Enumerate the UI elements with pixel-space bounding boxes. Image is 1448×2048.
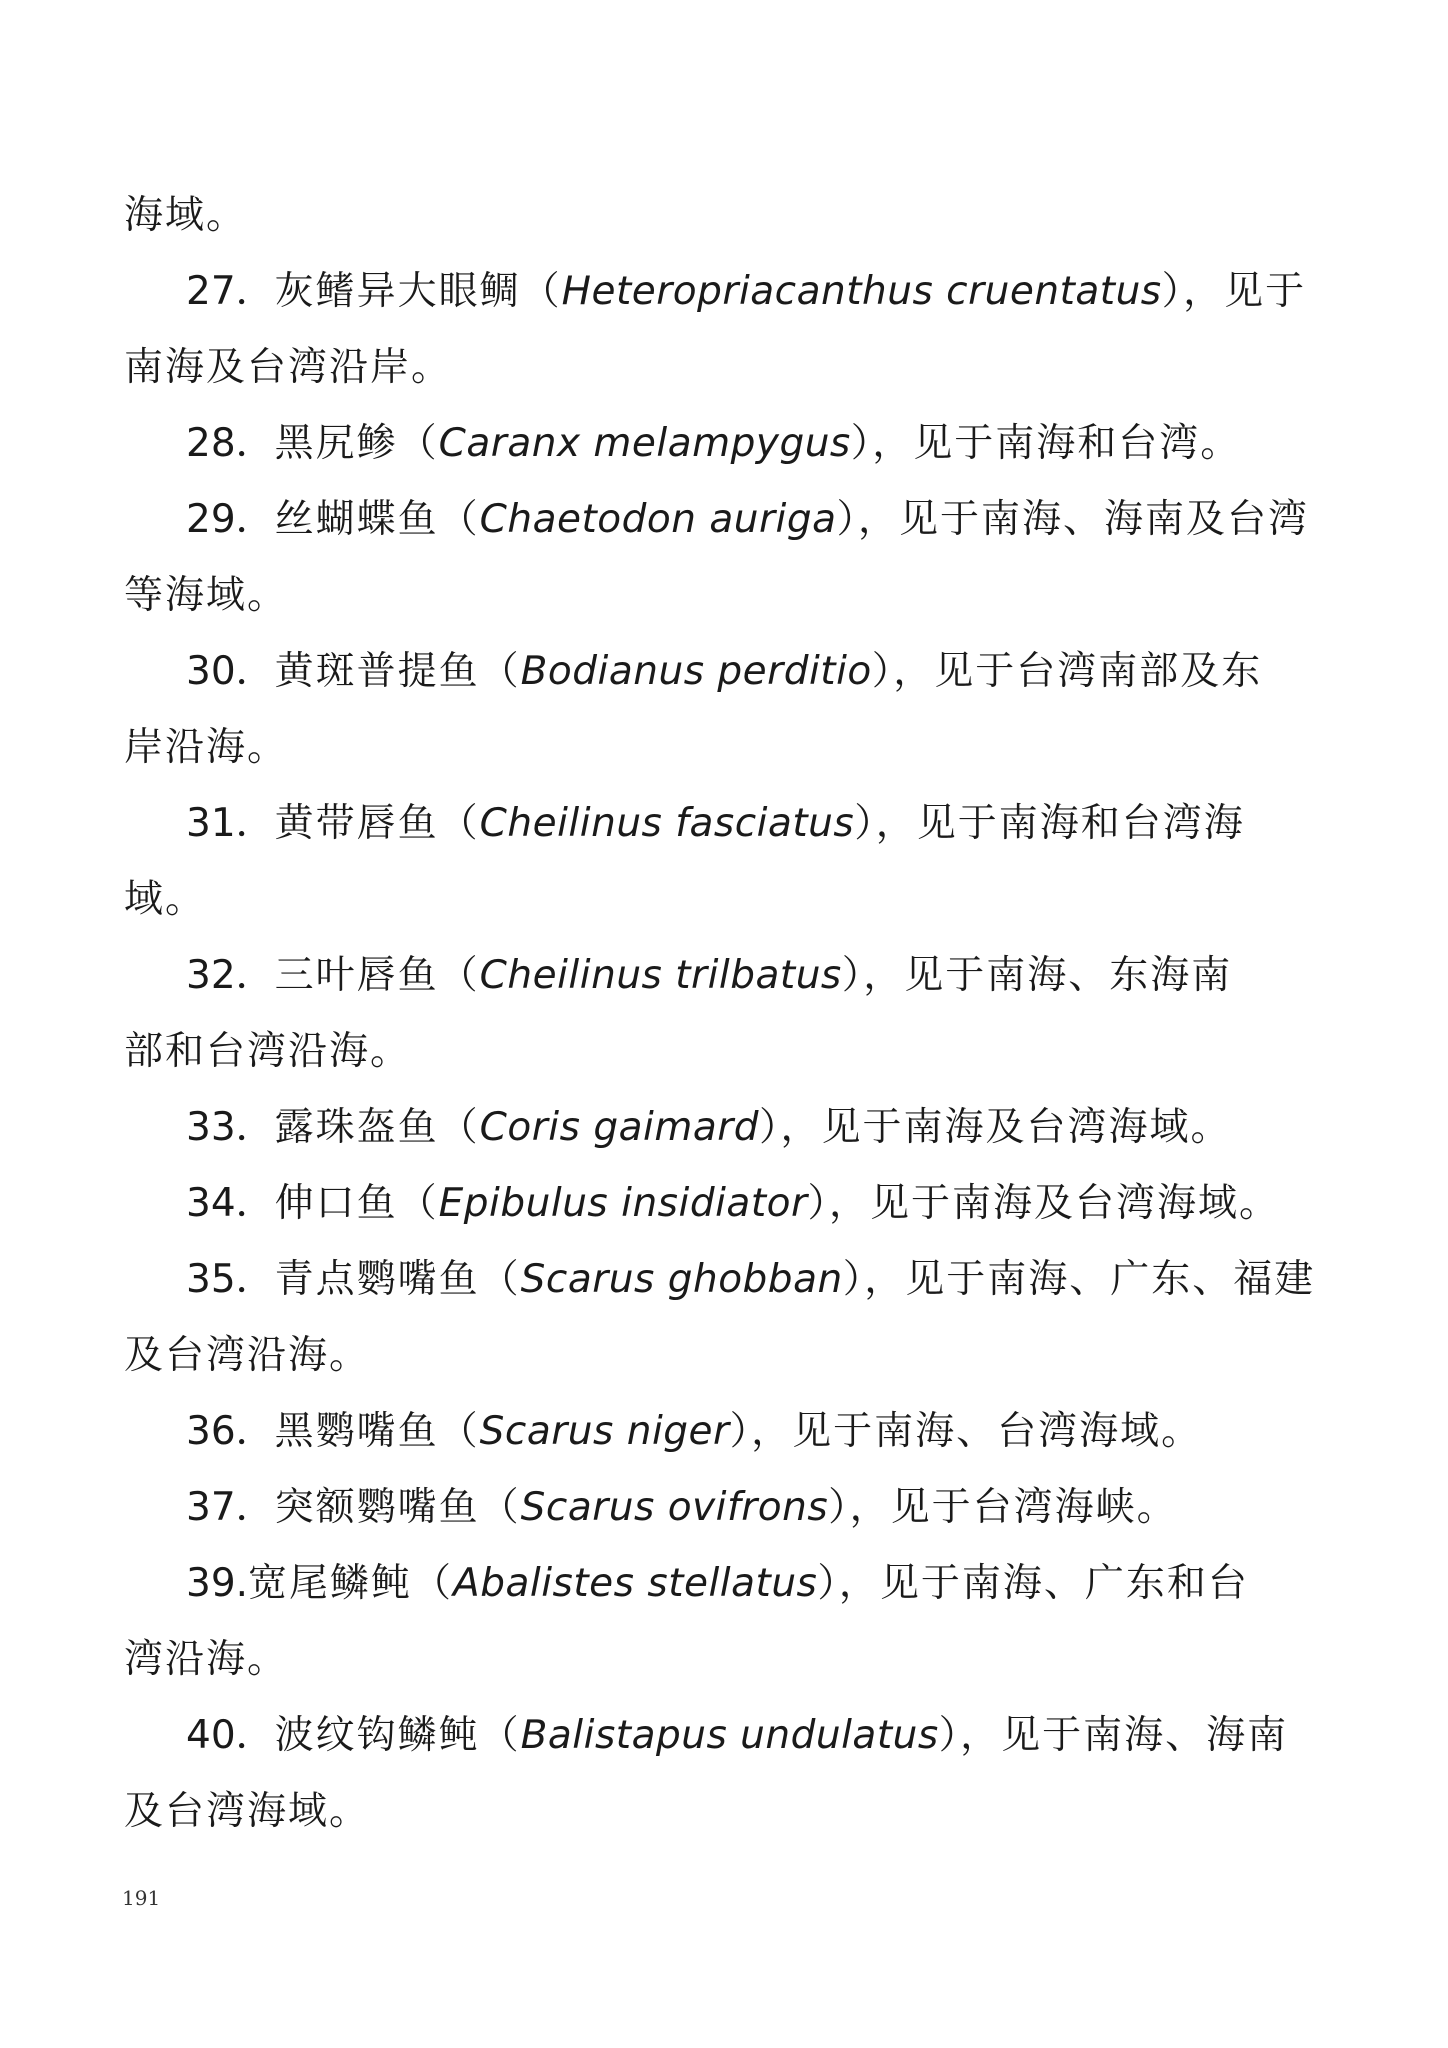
line-text: 及台湾沿海。 (124, 1333, 371, 1378)
entry-common-name: 丝蝴蝶鱼（ (274, 497, 480, 542)
entry-37 (124, 1470, 1334, 1546)
entry-scientific-name: Coris gaimard (479, 1105, 760, 1150)
entry-distribution: ），见于台湾海峡。 (828, 1485, 1178, 1530)
entry-39 (124, 1546, 1334, 1622)
page-number: 191 (122, 1886, 161, 1910)
entry-distribution: ），见于南海及台湾海域。 (807, 1181, 1281, 1226)
entry-number: 37． (186, 1485, 275, 1530)
entry-distribution: ），见于 (1161, 269, 1307, 314)
entry-number: 27． (186, 269, 275, 314)
entry-distribution: ），见于南海、海南 (938, 1713, 1289, 1758)
entry-40 (124, 1698, 1334, 1774)
text-line (124, 1622, 1334, 1698)
entry-scientific-name: Chaetodon auriga (479, 497, 837, 542)
entry-common-name: 黑尻鲹（ (274, 421, 439, 466)
entry-distribution: ），见于南海和台湾海 (854, 801, 1245, 846)
entry-number: 31． (186, 801, 275, 846)
text-line (124, 330, 1334, 406)
line-text: 湾沿海。 (124, 1637, 289, 1682)
entry-scientific-name: Caranx melampygus (438, 421, 851, 466)
entry-distribution: ），见于台湾南部及东 (871, 649, 1263, 694)
entry-scientific-name: Cheilinus fasciatus (479, 801, 855, 846)
entry-number: 35． (186, 1257, 275, 1302)
entry-distribution: ），见于南海、台湾海域。 (729, 1409, 1203, 1454)
line-text: 等海域。 (124, 573, 289, 618)
entry-number: 28． (186, 421, 275, 466)
text-line (124, 710, 1334, 786)
entry-distribution: ），见于南海、广东、福建 (842, 1257, 1316, 1302)
entry-scientific-name: Epibulus insidiator (438, 1181, 808, 1226)
entry-number: 40． (186, 1713, 275, 1758)
entry-distribution: ），见于南海及台湾海域。 (759, 1105, 1232, 1150)
entry-30 (124, 634, 1334, 710)
line-text: 南海及台湾沿岸。 (124, 345, 453, 390)
entry-common-name: 灰鳍异大眼鲷（ (274, 269, 562, 314)
entry-scientific-name: Bodianus perditio (520, 649, 872, 694)
text-line (124, 178, 1334, 254)
entry-number: 33． (186, 1105, 275, 1150)
text-line (124, 1318, 1334, 1394)
entry-number: 39. (186, 1561, 249, 1606)
entry-number: 29． (186, 497, 275, 542)
line-text: 及台湾海域。 (124, 1789, 371, 1834)
entry-common-name: 黄斑普提鱼（ (274, 649, 521, 694)
entry-common-name: 黄带唇鱼（ (274, 801, 480, 846)
entry-35 (124, 1242, 1334, 1318)
entry-31 (124, 786, 1334, 862)
entry-29 (124, 482, 1334, 558)
entry-scientific-name: Scarus ghobban (520, 1257, 843, 1302)
body-text (124, 178, 1334, 1850)
entry-scientific-name: Scarus niger (479, 1409, 730, 1454)
entry-27 (124, 254, 1334, 330)
text-line (124, 1774, 1334, 1850)
entry-number: 32． (186, 953, 275, 998)
line-text: 海域。 (124, 193, 248, 238)
entry-common-name: 露珠盔鱼（ (274, 1105, 480, 1150)
entry-common-name: 突额鹦嘴鱼（ (274, 1485, 521, 1530)
entry-32 (124, 938, 1334, 1014)
entry-common-name: 青点鹦嘴鱼（ (274, 1257, 521, 1302)
entry-distribution: ），见于南海、广东和台 (817, 1561, 1249, 1606)
entry-distribution: ），见于南海、东海南 (841, 953, 1233, 998)
entry-scientific-name: Abalistes stellatus (453, 1561, 818, 1606)
entry-common-name: 宽尾鳞鲀（ (248, 1561, 454, 1606)
line-text: 部和台湾沿海。 (124, 1029, 412, 1074)
line-text: 岸沿海。 (124, 725, 289, 770)
entry-36 (124, 1394, 1334, 1470)
entry-33 (124, 1090, 1334, 1166)
text-line (124, 862, 1334, 938)
entry-common-name: 伸口鱼（ (274, 1181, 439, 1226)
entry-scientific-name: Scarus ovifrons (520, 1485, 829, 1530)
text-line (124, 558, 1334, 634)
entry-number: 30． (186, 649, 275, 694)
entry-number: 36． (186, 1409, 275, 1454)
entry-common-name: 波纹钩鳞鲀（ (274, 1713, 521, 1758)
entry-28 (124, 406, 1334, 482)
entry-number: 34． (186, 1181, 275, 1226)
entry-scientific-name: Heteropriacanthus cruentatus (561, 269, 1162, 314)
entry-scientific-name: Balistapus undulatus (520, 1713, 939, 1758)
line-text: 域。 (124, 877, 207, 922)
text-line (124, 1014, 1334, 1090)
entry-common-name: 黑鹦嘴鱼（ (274, 1409, 480, 1454)
entry-34 (124, 1166, 1334, 1242)
entry-scientific-name: Cheilinus trilbatus (479, 953, 842, 998)
entry-distribution: ），见于南海和台湾。 (850, 421, 1242, 466)
entry-common-name: 三叶唇鱼（ (274, 953, 480, 998)
entry-distribution: ），见于南海、海南及台湾 (836, 497, 1310, 542)
